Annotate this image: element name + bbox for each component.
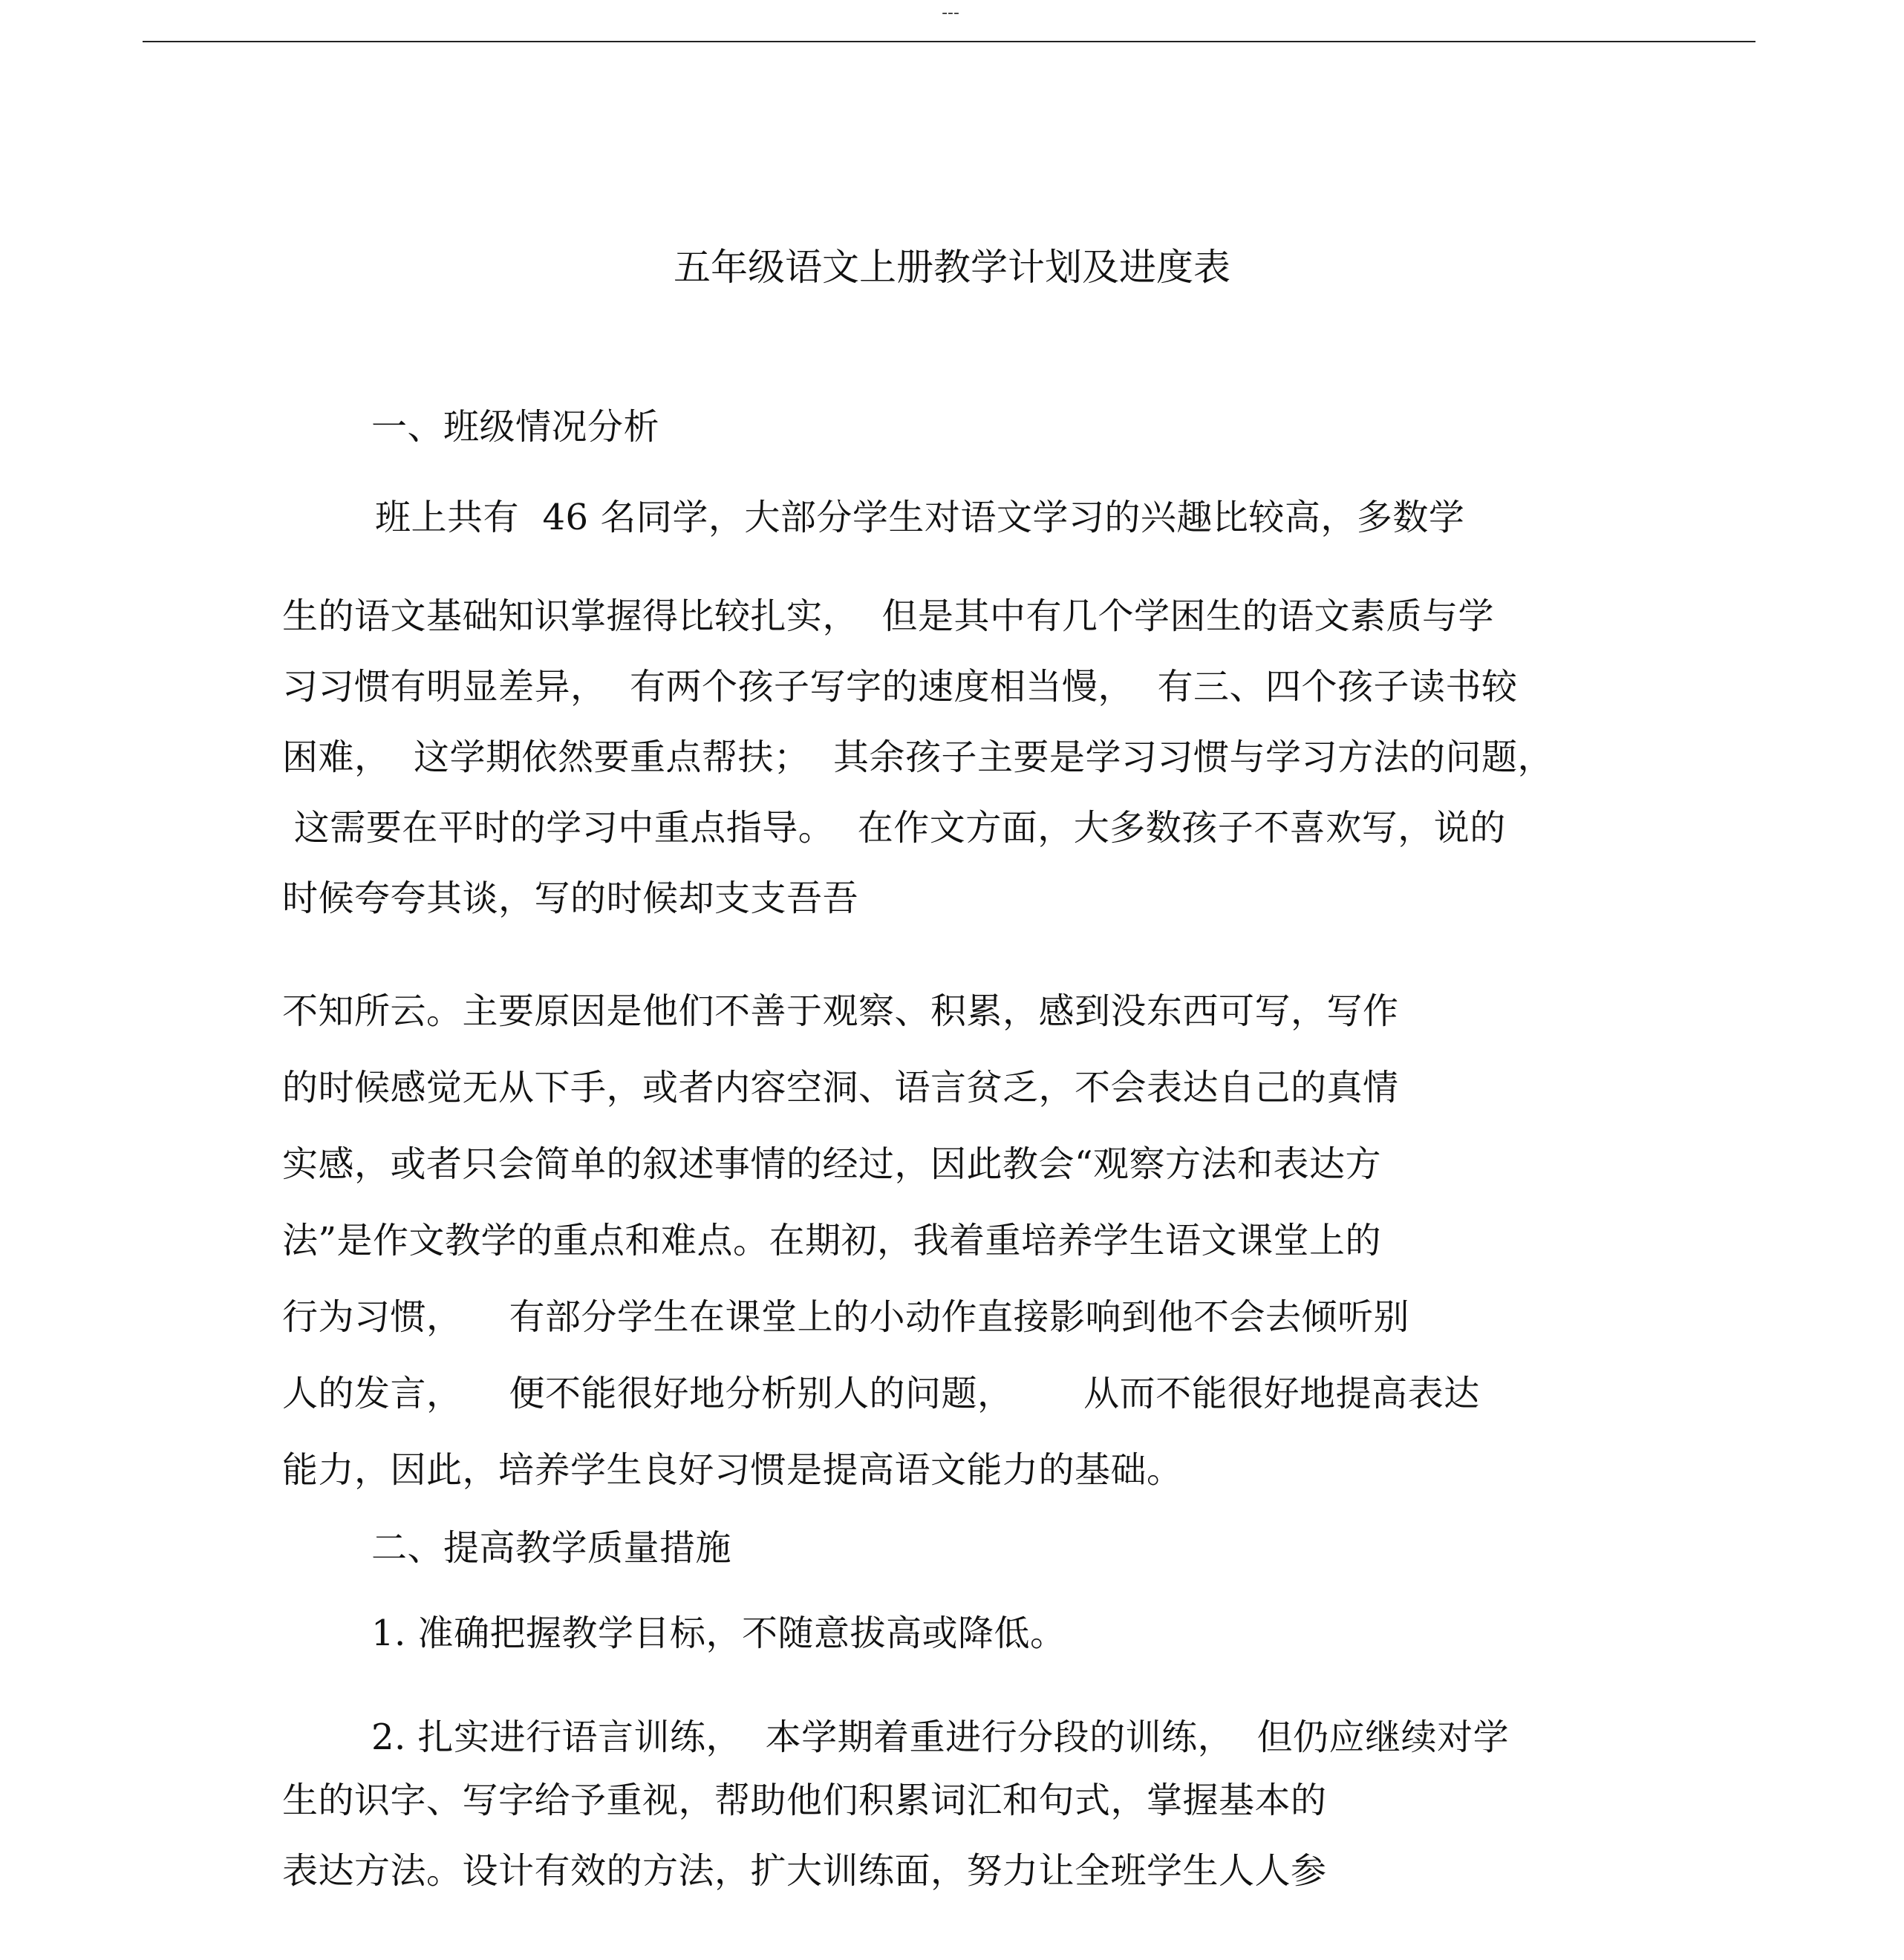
paragraph-line: 生的语文基础知识掌握得比较扎实， 但是其中有几个学困生的语文素质与学: [282, 595, 1495, 637]
list-item-2-line: 表达方法。设计有效的方法，扩大训练面，努力让全班学生人人参: [282, 1850, 1327, 1892]
paragraph-line: 的时候感觉无从下手，或者内容空洞、语言贫乏，不会表达自己的真情: [282, 1067, 1399, 1108]
paragraph-line: 不知所云。主要原因是他们不善于观察、积累，感到没东西可写，写作: [282, 990, 1399, 1032]
paragraph-line: 困难， 这学期依然要重点帮扶； 其余孩子主要是学习习惯与学习方法的问题，: [282, 736, 1554, 778]
document-title: 五年级语文上册教学计划及进度表: [674, 246, 1230, 289]
header-mark: ---: [942, 4, 959, 22]
header-rule: [143, 41, 1755, 42]
paragraph-line: 班上共有 46 名同学，大部分学生对语文学习的兴趣比较高，多数学: [375, 497, 1465, 538]
paragraph-line: 实感，或者只会简单的叙述事情的经过，因此教会“观察方法和表达方: [282, 1143, 1382, 1185]
paragraph-line: 能力，因此，培养学生良好习惯是提高语文能力的基础。: [282, 1449, 1183, 1491]
paragraph-line: 行为习惯， 有部分学生在课堂上的小动作直接影响到他不会去倾听别: [282, 1296, 1410, 1338]
section-heading-1: 一、班级情况分析: [371, 406, 660, 448]
paragraph-line: 时候夸夸其谈，写的时候却支支吾吾: [282, 878, 859, 919]
list-item-1: 1. 准确把握教学目标，不随意拔高或降低。: [371, 1613, 1066, 1654]
list-item-2-line: 生的识字、写字给予重视，帮助他们积累词汇和句式，掌握基本的: [282, 1780, 1327, 1821]
section-heading-2: 二、提高教学质量措施: [371, 1527, 732, 1569]
list-item-2-line: 2. 扎实进行语言训练， 本学期着重进行分段的训练， 但仍应继续对学: [371, 1716, 1510, 1758]
paragraph-line: 这需要在平时的学习中重点指导。 在作文方面，大多数孩子不喜欢写，说的: [282, 807, 1506, 849]
paragraph-line: 法”是作文教学的重点和难点。在期初，我着重培养学生语文课堂上的: [282, 1220, 1382, 1261]
paragraph-line: 习习惯有明显差异， 有两个孩子写字的速度相当慢， 有三、四个孩子读书较: [282, 666, 1518, 708]
paragraph-line: 人的发言， 便不能很好地分析别人的问题， 从而不能很好地提高表达: [282, 1373, 1480, 1414]
